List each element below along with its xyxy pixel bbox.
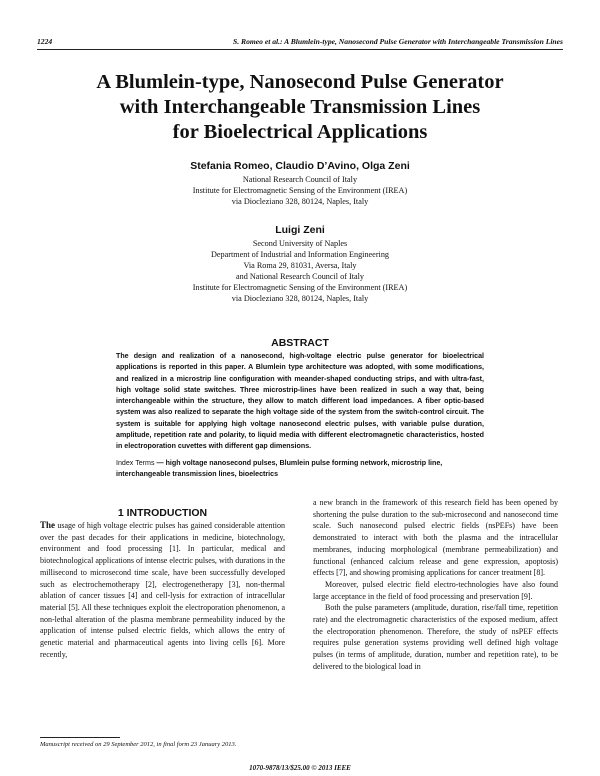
title-line: with Interchangeable Transmission Lines [119, 96, 481, 118]
authors-group-2: Luigi Zeni [275, 224, 325, 236]
title-line: for Bioelectrical Applications [172, 121, 428, 143]
affiliation-line: Second University of Naples [252, 239, 348, 248]
right-paragraph: a new branch in the framework of this research field has been opened by shortening the pulse duration to the sub-microsecond and nanosecond time scale. Such nanosecond pulsed electric fields (nsPEFs) have been demonstrated to interact with both the plasma and the intracellular membranes, inducing morphological (membrane permeabilization) and functional (enhanced calcium release and gene expression, apoptosis) effects [7], and showing promising applications for cancer treatment [8]. [313, 498, 558, 578]
abstract-text: The design and realization of a nanosecond, high-voltage electric pulse generator for bioelectrical applications is reported in this paper. A Blumlein type architecture was adopted, with some modifications, and realized in a microstrip line configuration with meander-shaped conducting strips, and with ultra-fast, high voltage solid state switches. Three microstrip-lines have been realized in such a way that, being interchangeable within the structure, they allow to match different load impedances. A fiber optic-based system was also realized to separate the high voltage side of the system from the switch-control circuit. The system is suitable for applying high voltage nanosecond electric pulses, with variable pulse duration, amplitude, repetition rate and polarity, to liquid media with different electromagnetic characteristics, hosted in electroporation cuvettes with different gap dimensions. [116, 352, 484, 451]
affiliation-group-1 [60, 174, 540, 207]
affiliation-line: National Research Council of Italy [242, 175, 358, 184]
affiliation-line: Via Roma 29, 81031, Aversa, Italy [243, 261, 357, 271]
title-line: A Blumlein-type, Nanosecond Pulse Generator [96, 71, 504, 93]
intro-text-left: usage of high voltage electric pulses has gained considerable attention over the past decades for their applications in medicine, biotechnology, environment and food processing [1]. In particular, medical and biotechnological applications of intense electric pulses, with durations in the millisecond to microsecond time scale, have been successfully developed such as electrochemotherapy [2], electrogenetherapy [3], non-thermal ablation of cancer tissues [4] and cell-lysis for extraction of intracellular material [5]. All these techniques exploit the electroporation phenomenon, a non-lethal alteration of the plasma membrane permeability induced by the application of intense pulsed electric fields, which allows the entry of genetic material and pharmaceutical agents into living cells [6]. More recently, [40, 521, 286, 659]
header-rule [37, 49, 563, 50]
affiliation-line: via Diocleziano 328, 80124, Naples, Italy [231, 294, 369, 304]
copyright-footer: 1070-9878/13/$25.00 © 2013 IEEE [249, 764, 351, 772]
authors-group-1: Stefania Romeo, Claudio D’Avino, Olga Zeni [190, 160, 410, 172]
index-terms-label: Index Terms [116, 459, 155, 467]
affiliation-line: and National Research Council of Italy [235, 272, 364, 282]
section-heading-introduction: 1 INTRODUCTION [117, 507, 208, 519]
right-paragraph: Moreover, pulsed electric field electro-technologies have also found large acceptance in the field of food processing and preservation [9]. [313, 579, 558, 601]
running-title: S. Romeo et al.: A Blumlein-type, Nanosecond Pulse Generator with Interchangeable Transmission Lines [232, 37, 563, 46]
manuscript-footnote: Manuscript received on 29 September 2012, in final form 23 January 2013. [40, 741, 237, 748]
abstract-heading: ABSTRACT [271, 337, 329, 349]
footnote-rule [40, 737, 120, 738]
affiliation-line: Institute for Electromagnetic Sensing of the Environment (IREA) [192, 186, 408, 196]
paper-title [40, 70, 560, 145]
right-paragraph: Both the pulse parameters (amplitude, duration, rise/fall time, repetition rate) and the electromagnetic characteristics of the exposed medium, affect the electroporation phenomenon. Therefore, the study of nsPEF effects requires pulse generation systems providing well defined high voltage pulses (in terms of amplitude, duration, number and repetition rate), to be delivered to the biological load in [313, 603, 558, 671]
left-column [40, 520, 285, 660]
drop-cap: The [40, 520, 56, 530]
affiliation-line: Institute for Electromagnetic Sensing of the Environment (IREA) [192, 283, 408, 293]
right-column [313, 497, 558, 673]
running-header [37, 37, 563, 49]
index-terms-text: — high voltage nanosecond pulses, Blumlein pulse forming network, microstrip line, interchangeable transmission lines, bioelectrics [116, 459, 443, 479]
affiliation-group-2 [60, 238, 540, 305]
affiliation-line: Department of Industrial and Information Engineering [210, 250, 390, 260]
index-terms [116, 458, 484, 481]
page-number: 1224 [37, 37, 53, 46]
affiliation-line: via Diocleziano 328, 80124, Naples, Italy [231, 197, 369, 207]
intro-paragraph [40, 520, 285, 660]
